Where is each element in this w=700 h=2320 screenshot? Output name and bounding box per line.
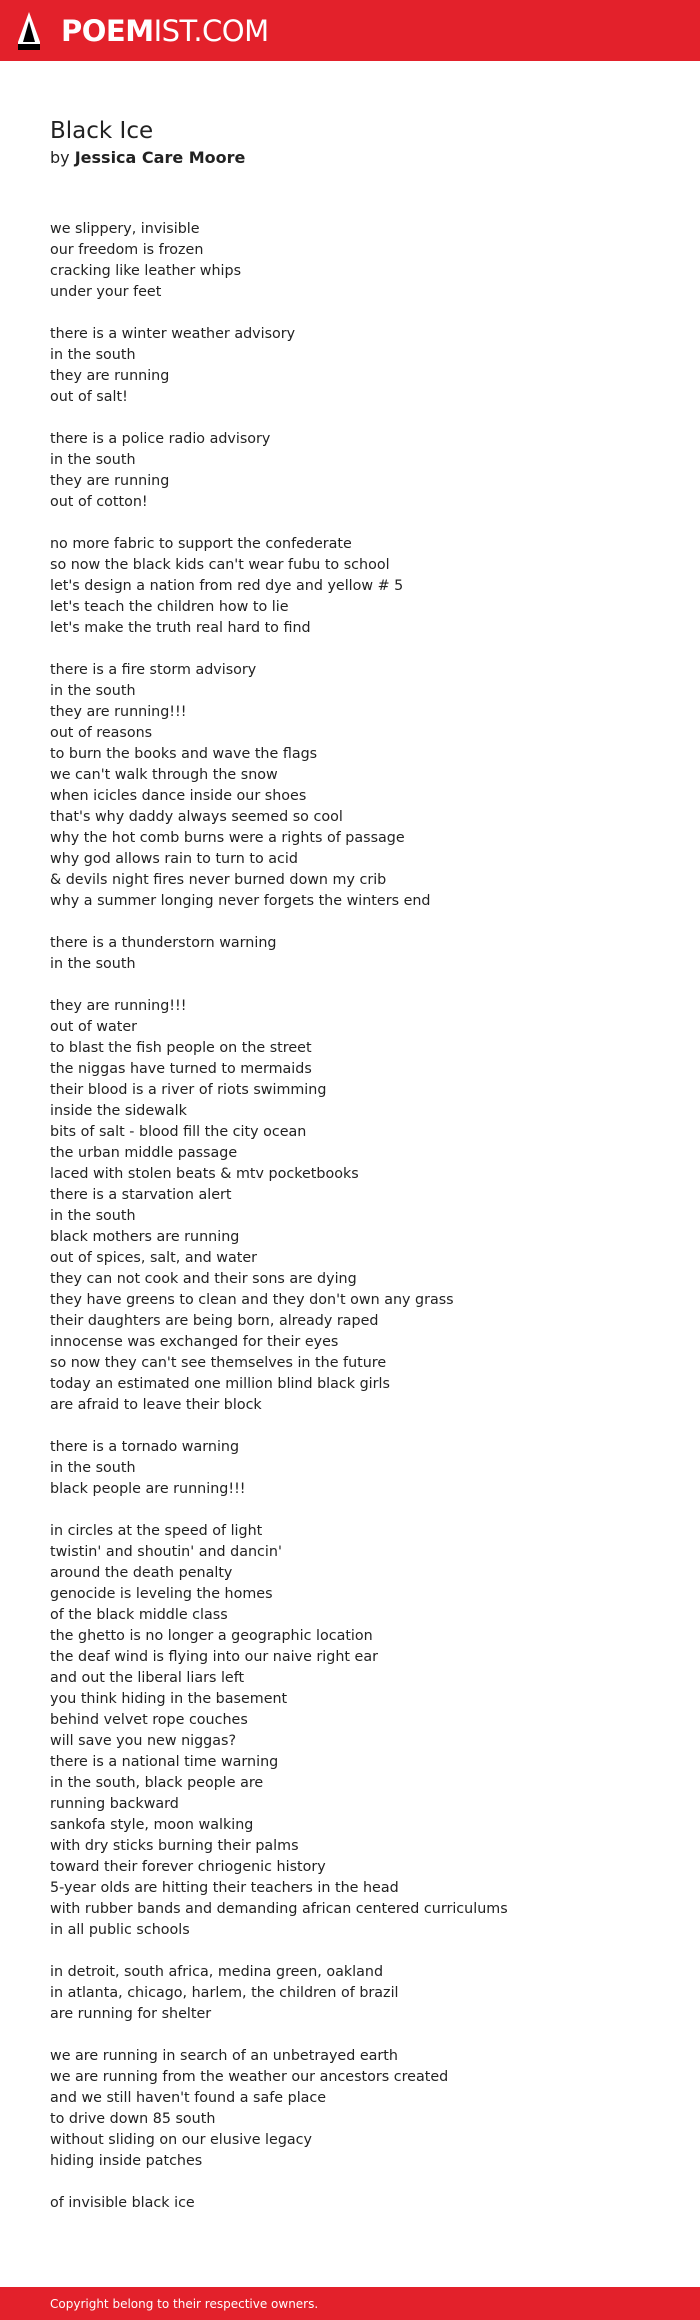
author-name[interactable]: Jessica Care Moore (74, 148, 246, 167)
poem-line: we are running from the weather our ancestors created (50, 2069, 449, 2085)
poem-line: that's why daddy always seemed so cool (50, 809, 343, 825)
poem-line: there is a police radio advisory (50, 431, 271, 447)
poem-line: innocense was exchanged for their eyes (50, 1334, 339, 1350)
poem-line: so now they can't see themselves in the future (50, 1355, 387, 1371)
poem-line: there is a starvation alert (50, 1187, 232, 1203)
poem-line: behind velvet rope couches (50, 1712, 248, 1728)
poem-line: so now the black kids can't wear fubu to school (50, 557, 390, 573)
poem-line: in the south (50, 1208, 136, 1224)
poem-line: to burn the books and wave the flags (50, 746, 318, 762)
poem-line: the urban middle passage (50, 1145, 238, 1161)
poem-line: we can't walk through the snow (50, 767, 278, 783)
site-header (0, 0, 700, 61)
poem-line: the niggas have turned to mermaids (50, 1061, 312, 1077)
poem-line: you think hiding in the basement (50, 1691, 288, 1707)
poem-line: there is a thunderstorn warning (50, 935, 277, 951)
stanza-break (50, 639, 670, 660)
poem-line: there is a winter weather advisory (50, 326, 296, 342)
stanza-break (50, 2172, 670, 2193)
poem-line: today an estimated one million blind black girls (50, 1376, 390, 1392)
poem-line: in the south (50, 683, 136, 699)
poem-line: twistin' and shoutin' and dancin' (50, 1544, 282, 1560)
stanza-break (50, 408, 670, 429)
poem-line: they are running (50, 473, 170, 489)
poem-line: let's design a nation from red dye and yellow # 5 (50, 578, 404, 594)
poem-line: why god allows rain to turn to acid (50, 851, 298, 867)
poem-line: why a summer longing never forgets the winters end (50, 893, 431, 909)
poem-line: their blood is a river of riots swimming (50, 1082, 327, 1098)
poem-line: of the black middle class (50, 1607, 228, 1623)
poem-line: and out the liberal liars left (50, 1670, 245, 1686)
poem-line: in the south (50, 347, 136, 363)
poem-title: Black Ice (50, 118, 154, 144)
poem-line: running backward (50, 1796, 179, 1812)
poem-line: out of water (50, 1019, 138, 1035)
poem-line: our freedom is frozen (50, 242, 204, 258)
poem-line: out of reasons (50, 725, 153, 741)
poem-line: there is a tornado warning (50, 1439, 240, 1455)
poem-line: in the south, black people are (50, 1775, 264, 1791)
poem-body (50, 219, 670, 2214)
poem-line: in detroit, south africa, medina green, oakland (50, 1964, 384, 1980)
poem-line: when icicles dance inside our shoes (50, 788, 307, 804)
poem-line: let's make the truth real hard to find (50, 620, 311, 636)
stanza-break (50, 1416, 670, 1437)
poem-line: black people are running!!! (50, 1481, 246, 1497)
logo-light-text: IST.COM (153, 14, 269, 48)
by-label: by (50, 148, 70, 167)
poem-line: laced with stolen beats & mtv pocketbooks (50, 1166, 359, 1182)
stanza-break (50, 513, 670, 534)
poem-line: with dry sticks burning their palms (50, 1838, 299, 1854)
pen-nib-icon[interactable] (17, 12, 41, 50)
poem-line: to drive down 85 south (50, 2111, 216, 2127)
poem-line: of invisible black ice (50, 2195, 195, 2211)
poem-line: we are running in search of an unbetrayed earth (50, 2048, 398, 2064)
copyright-text: Copyright belong to their respective owners. (50, 2297, 319, 2311)
poem-line: and we still haven't found a safe place (50, 2090, 327, 2106)
poem-line: no more fabric to support the confederate (50, 536, 352, 552)
stanza-break (50, 303, 670, 324)
poem-line: in the south (50, 1460, 136, 1476)
poem-line: they are running!!! (50, 704, 187, 720)
poem-line: toward their forever chriogenic history (50, 1859, 326, 1875)
poem-line: the deaf wind is flying into our naive right ear (50, 1649, 378, 1665)
site-logo[interactable] (61, 14, 269, 48)
poem-line: to blast the fish people on the street (50, 1040, 312, 1056)
poem-line: in atlanta, chicago, harlem, the children of brazil (50, 1985, 399, 2001)
poem-line: in the south (50, 956, 136, 972)
poem-line: black mothers are running (50, 1229, 240, 1245)
poem-line: let's teach the children how to lie (50, 599, 289, 615)
poem-line: sankofa style, moon walking (50, 1817, 254, 1833)
poem-line: in all public schools (50, 1922, 190, 1938)
poem-line: out of cotton! (50, 494, 148, 510)
poem-line: genocide is leveling the homes (50, 1586, 273, 1602)
poem-line: around the death penalty (50, 1565, 233, 1581)
poem-line: without sliding on our elusive legacy (50, 2132, 312, 2148)
stanza-break (50, 912, 670, 933)
stanza-break (50, 1941, 670, 1962)
poem-line: are running for shelter (50, 2006, 212, 2022)
poem-line: hiding inside patches (50, 2153, 203, 2169)
poem-line: out of spices, salt, and water (50, 1250, 258, 1266)
poem-line: are afraid to leave their block (50, 1397, 262, 1413)
stanza-break (50, 1500, 670, 1521)
logo-strong-text: POEM (61, 14, 154, 48)
poem-line: why the hot comb burns were a rights of passage (50, 830, 405, 846)
poem-line: they can not cook and their sons are dying (50, 1271, 357, 1287)
poem-line: they are running!!! (50, 998, 187, 1014)
poem-line: 5-year olds are hitting their teachers in the head (50, 1880, 399, 1896)
poem-line: & devils night fires never burned down my crib (50, 872, 387, 888)
stanza-break (50, 2025, 670, 2046)
site-footer (0, 2287, 700, 2320)
poem-line: cracking like leather whips (50, 263, 242, 279)
poem-line: there is a fire storm advisory (50, 662, 257, 678)
byline (50, 147, 245, 169)
poem-line: they have greens to clean and they don't own any grass (50, 1292, 454, 1308)
poem-line: there is a national time warning (50, 1754, 279, 1770)
poem-line: with rubber bands and demanding african centered curriculums (50, 1901, 508, 1917)
poem-line: will save you new niggas? (50, 1733, 237, 1749)
poem-line: in the south (50, 452, 136, 468)
poem-line: inside the sidewalk (50, 1103, 187, 1119)
poem-line: bits of salt - blood fill the city ocean (50, 1124, 307, 1140)
poem-line: their daughters are being born, already raped (50, 1313, 379, 1329)
poem-line: under your feet (50, 284, 162, 300)
poem-line: we slippery, invisible (50, 221, 200, 237)
poem-line: in circles at the speed of light (50, 1523, 263, 1539)
poem-line: out of salt! (50, 389, 128, 405)
poem-line: the ghetto is no longer a geographic location (50, 1628, 373, 1644)
poem-line: they are running (50, 368, 170, 384)
stanza-break (50, 975, 670, 996)
